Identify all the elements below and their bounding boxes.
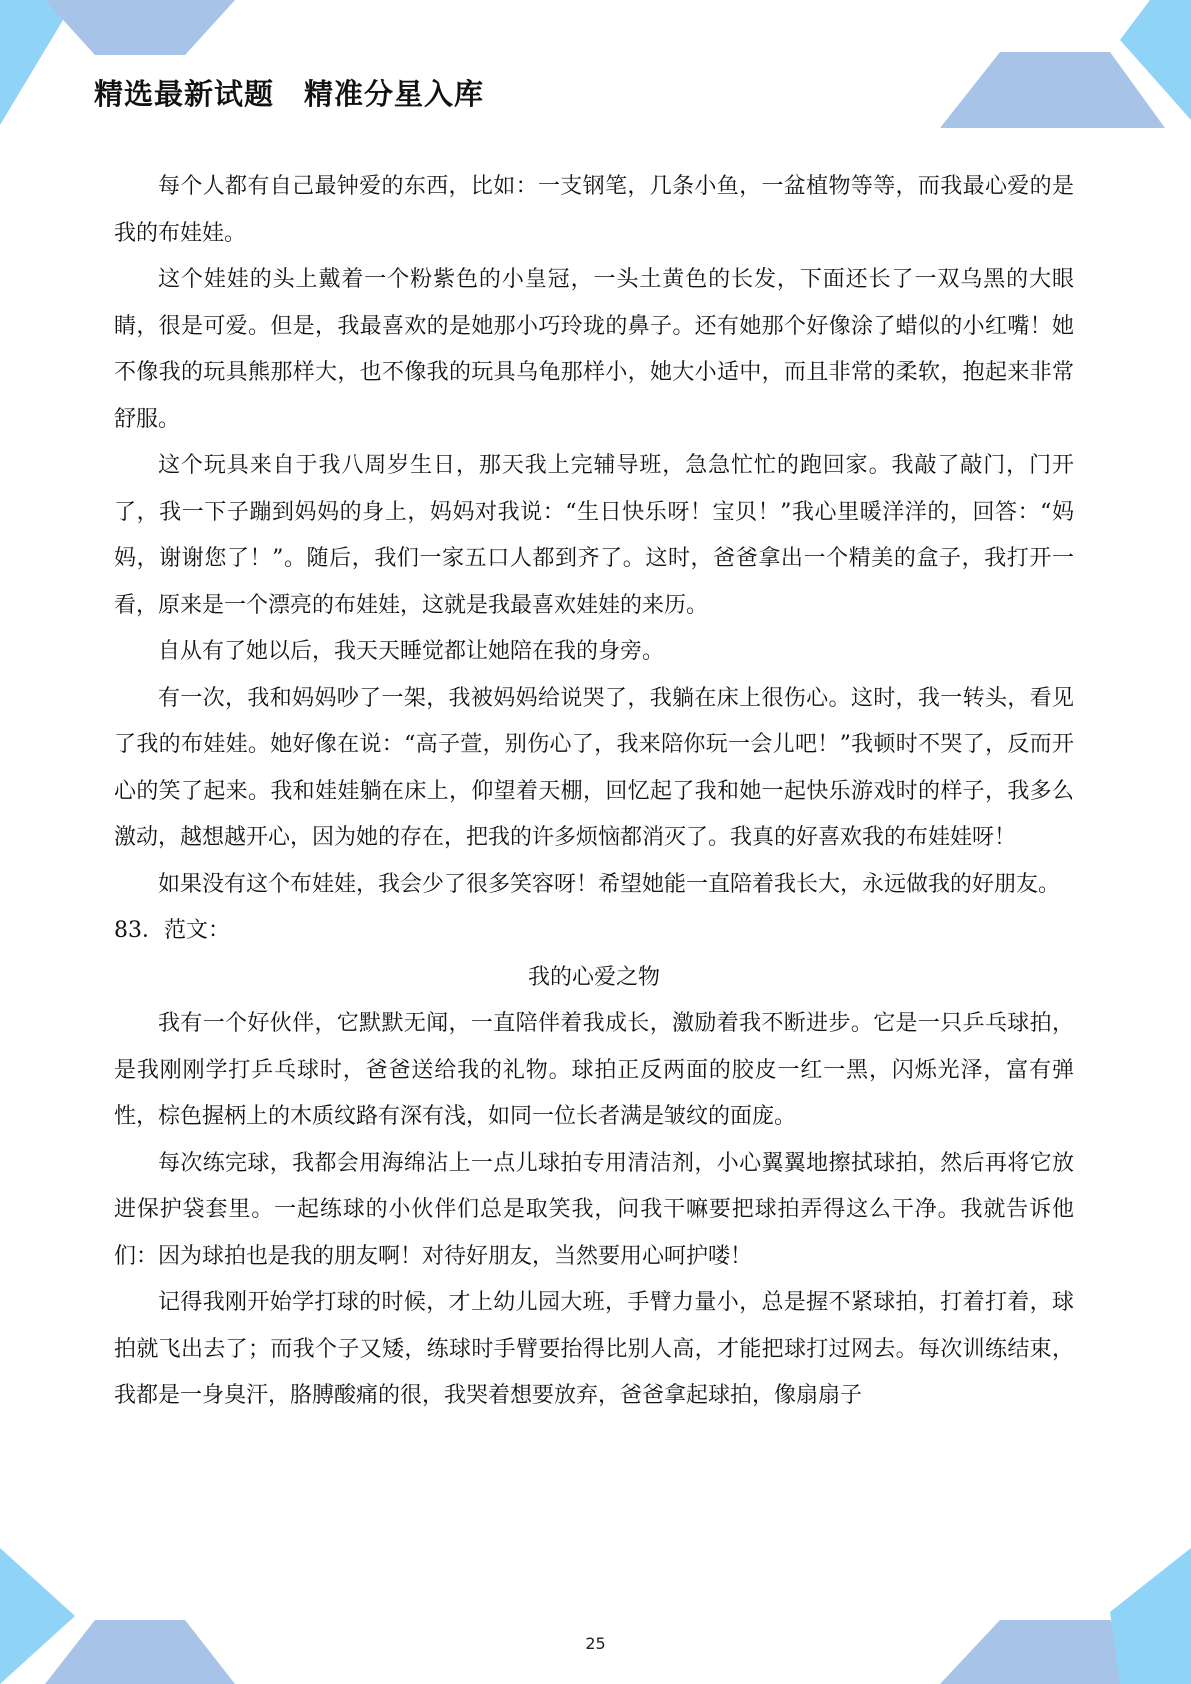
corner-shape-bottom-right-triangle bbox=[1110, 1548, 1191, 1684]
essay-b-title: 我的心爱之物 bbox=[527, 964, 660, 990]
corner-shape-top-right-triangle bbox=[1120, 0, 1191, 120]
essay-b-paragraph-2: 每次练完球，我都会用海绵沾上一点儿球拍专用清洁剂，小心翼翼地擦拭球拍，然后再将它放进保护袋套里。一起练球的小伙伴们总是取笑我，问我干嘛要把球拍弄得这么干净。我就告诉他们：因为球拍也是我的朋友啊！对待好朋友，当然要用心呵护喽！ bbox=[114, 1150, 1074, 1269]
corner-shape-bottom-left-triangle bbox=[0, 1548, 75, 1684]
essay-a-paragraph-2: 这个娃娃的头上戴着一个粉紫色的小皇冠，一头土黄色的长发，下面还长了一双乌黑的大眼睛，很是可爱。但是，我最喜欢的是她那小巧玲珑的鼻子。还有她那个好像涂了蜡似的小红嘴！她不像我的玩具熊那样大，也不像我的玩具乌龟那样小，她大小适中，而且非常的柔软，抱起来非常舒服。 bbox=[114, 267, 1074, 432]
essay-b-paragraph-3: 记得我刚开始学打球的时候，才上幼儿园大班，手臂力量小，总是握不紧球拍，打着打着，球拍就飞出去了；而我个子又矮，练球时手臂要抬得比别人高，才能把球打过网去。每次训练结束，我都是一身臭汗，胳膊酸痛的很，我哭着想要放弃，爸爸拿起球拍，像扇扇子 bbox=[114, 1290, 1074, 1408]
essay-a-paragraph-4: 自从有了她以后，我天天睡觉都让她陪在我的身旁。 bbox=[158, 639, 665, 664]
page-number: 25 bbox=[585, 1634, 606, 1653]
essay-a-paragraph-5: 有一次，我和妈妈吵了一架，我被妈妈给说哭了，我躺在床上很伤心。这时，我一转头，看见了我的布娃娃。她好像在说：“高子萱，别伤心了，我来陪你玩一会儿吧！”我顿时不哭了，反而开心的笑了起来。我和娃娃躺在床上，仰望着天棚，回忆起了我和她一起快乐游戏时的样子，我多么激动，越想越开心，因为她的存在，把我的许多烦恼都消灭了。我真的好喜欢我的布娃娃呀！ bbox=[114, 685, 1074, 850]
essay-a-paragraph-1: 每个人都有自己最钟爱的东西，比如：一支钢笔，几条小鱼，一盆植物等等，而我最心爱的是我的布娃娃。 bbox=[114, 174, 1074, 246]
essay-a-paragraph-3: 这个玩具来自于我八周岁生日，那天我上完辅导班，急急忙忙的跑回家。我敲了敲门，门开了，我一下子蹦到妈妈的身上，妈妈对我说：“生日快乐呀！宝贝！”我心里暖洋洋的，回答：“妈妈，谢谢您了！”。随后，我们一家五口人都到齐了。这时，爸爸拿出一个精美的盒子，我打开一看，原来是一个漂亮的布娃娃，这就是我最喜欢娃娃的来历。 bbox=[114, 453, 1074, 618]
item-83-label: 83．范文： bbox=[114, 918, 230, 943]
corner-shape-top-left-trapezoid bbox=[45, 0, 235, 55]
header-title: 精选最新试题 精准分星入库 bbox=[94, 77, 485, 111]
corner-shape-top-left-triangle bbox=[0, 0, 75, 125]
essay-a-paragraph-6: 如果没有这个布娃娃，我会少了很多笑容呀！希望她能一直陪着我长大，永远做我的好朋友。 bbox=[158, 871, 1061, 897]
corner-shape-top-right-trapezoid bbox=[940, 52, 1165, 128]
document-body bbox=[114, 164, 1074, 1420]
essay-b-paragraph-1: 我有一个好伙伴，它默默无闻，一直陪伴着我成长，激励着我不断进步。它是一只乒乓球拍，是我刚刚学打乒乓球时，爸爸送给我的礼物。球拍正反两面的胶皮一红一黑，闪烁光泽，富有弹性，棕色握柄上的木质纹路有深有浅，如同一位长者满是皱纹的面庞。 bbox=[114, 1011, 1074, 1129]
